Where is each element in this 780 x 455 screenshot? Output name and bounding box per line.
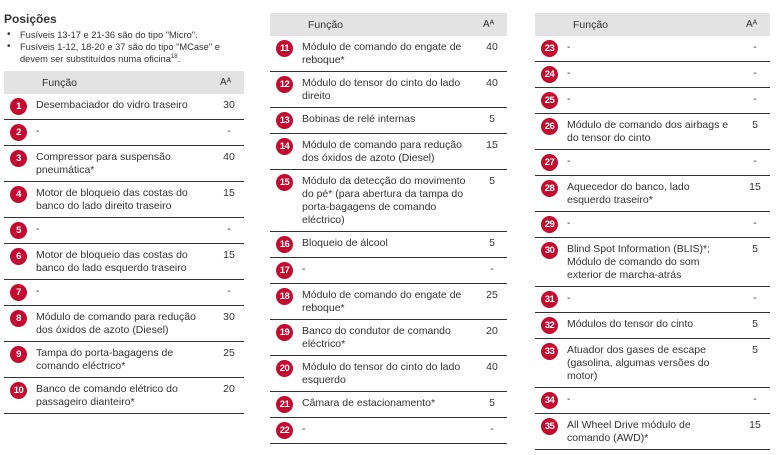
fuse-number-badge: 1 [10,98,27,115]
table-row [4,280,244,306]
fuse-number-badge: 9 [10,346,27,363]
fuse-number-badge: 34 [541,392,558,409]
fuse-number-badge: 35 [541,418,558,435]
fuse-table-3 [535,13,770,450]
header-number [535,13,565,36]
fuse-amperage: 30 [214,306,244,342]
fuse-number-badge: 23 [541,40,558,57]
fuse-number-badge: 3 [10,150,27,167]
fuse-function: - [565,212,740,238]
fuse-amperage: 5 [740,339,770,388]
fuse-amperage: 5 [477,108,507,134]
table-row [4,218,244,244]
fuse-function: - [565,388,740,414]
fuse-number-badge: 4 [10,186,27,203]
table-row [535,414,770,450]
fuse-function: Módulo da detecção do movimento do pé* (para abertura da tampa do porta-bagagens de comando eléctrico) [300,170,477,232]
header-amp: Aᴬ [477,13,507,36]
fuse-number-badge: 33 [541,343,558,360]
fuse-function: Módulo do tensor do cinto do lado esquerdo [300,356,477,392]
fuse-function: Tampa do porta-bagagens de comando eléctrico* [34,342,214,378]
header-amp: Aᴬ [214,71,244,94]
table-row [535,388,770,414]
fuse-amperage: 20 [477,320,507,356]
fuse-function: Câmara de estacionamento* [300,392,477,418]
fuse-amperage: 25 [477,284,507,320]
fuse-function: - [34,120,214,146]
table-row [270,392,507,418]
fuse-function: Módulo de comando para redução dos óxidos de azoto (Diesel) [34,306,214,342]
fuse-amperage: 40 [214,146,244,182]
header-function: Função [300,13,477,36]
fuse-function: Atuador dos gases de escape (gasolina, algumas versões do motor) [565,339,740,388]
fuse-amperage: - [740,287,770,313]
header-amp: Aᴬ [740,13,770,36]
fuse-function: - [565,36,740,62]
fuse-function: Motor de bloqueio das costas do banco do lado esquerdo traseiro [34,244,214,280]
fuse-number-badge: 10 [10,382,27,399]
fuse-function: Bloqueio de álcool [300,232,477,258]
fuse-number-badge: 2 [10,124,27,141]
fuse-number-badge: 20 [276,360,293,377]
fuse-table-1 [4,71,244,414]
fuse-function: - [34,218,214,244]
fuse-amperage: - [214,280,244,306]
table-row [270,258,507,284]
table-row [270,36,507,72]
fuse-amperage: - [740,88,770,114]
fuse-function: Módulo de comando do engate de reboque* [300,284,477,320]
fuse-number-badge: 8 [10,310,27,327]
fuse-number-badge: 6 [10,248,27,265]
fuse-amperage: 25 [214,342,244,378]
fuse-function: Banco de comando elétrico do passageiro dianteiro* [34,378,214,414]
table-row [270,170,507,232]
fuse-amperage: - [214,120,244,146]
fuse-amperage: 15 [214,182,244,218]
fuse-amperage: 5 [740,114,770,150]
fuse-amperage: 5 [477,232,507,258]
notes-list [4,29,244,65]
table-row [270,108,507,134]
table-row [535,150,770,176]
fuse-number-badge: 30 [541,242,558,259]
fuse-amperage: 15 [740,176,770,212]
fuse-function: Desembaciador do vidro traseiro [34,94,214,120]
fuse-number-badge: 25 [541,92,558,109]
fuse-amperage: 20 [214,378,244,414]
table-row [535,62,770,88]
table-row [535,212,770,238]
fuse-number-badge: 5 [10,222,27,239]
table-row [270,284,507,320]
table-row [535,339,770,388]
table-row [535,313,770,339]
table-row [4,244,244,280]
table-row [535,176,770,212]
table-row [270,134,507,170]
fuse-amperage: 15 [214,244,244,280]
fuse-number-badge: 27 [541,154,558,171]
table-row [270,320,507,356]
fuse-number-badge: 12 [276,76,293,93]
fuse-amperage: - [740,36,770,62]
table-row [4,378,244,414]
fuse-amperage: - [740,150,770,176]
fuse-amperage: 5 [740,238,770,287]
fuse-amperage: 30 [214,94,244,120]
fuse-amperage: 15 [477,134,507,170]
fuse-amperage: 40 [477,36,507,72]
table-row [4,306,244,342]
fuse-number-badge: 26 [541,118,558,135]
fuse-function: - [34,280,214,306]
fuse-number-badge: 28 [541,180,558,197]
note-item: • Fusíveis 13-17 e 21-36 são do tipo "Micro". [4,29,244,41]
fuse-number-badge: 29 [541,216,558,233]
table-row [4,342,244,378]
fuse-function: - [300,418,477,444]
fuse-number-badge: 31 [541,291,558,308]
table-row [4,182,244,218]
fuse-number-badge: 17 [276,262,293,279]
header-number [270,13,300,36]
fuse-function: - [565,62,740,88]
table-row [4,146,244,182]
fuse-function: - [565,150,740,176]
fuse-amperage: 15 [740,414,770,450]
fuse-number-badge: 14 [276,138,293,155]
fuse-function: Compressor para suspensão pneumática* [34,146,214,182]
fuse-function: Módulo do tensor do cinto do lado direito [300,72,477,108]
table-row [270,356,507,392]
fuse-amperage: 5 [740,313,770,339]
fuse-number-badge: 7 [10,284,27,301]
fuse-number-badge: 19 [276,324,293,341]
fuse-number-badge: 18 [276,288,293,305]
table-row [270,418,507,444]
fuse-amperage: - [477,258,507,284]
right-column [535,13,770,450]
fuse-function: Módulo de comando dos airbags e do tensor do cinto [565,114,740,150]
fuse-amperage: 5 [477,170,507,232]
left-column [4,0,244,414]
fuse-number-badge: 15 [276,174,293,191]
fuse-function: All Wheel Drive módulo de comando (AWD)* [565,414,740,450]
fuse-function: - [565,287,740,313]
header-function: Função [565,13,740,36]
header-number [4,71,34,94]
footnote-marker: 18 [170,53,178,60]
fuse-function: Módulo de comando para redução dos óxidos de azoto (Diesel) [300,134,477,170]
fuse-number-badge: 24 [541,66,558,83]
table-row [270,232,507,258]
fuse-function: Bobinas de relé internas [300,108,477,134]
fuse-function: Banco do condutor de comando eléctrico* [300,320,477,356]
table-header-row [535,13,770,36]
fuse-number-badge: 21 [276,396,293,413]
table-row [535,238,770,287]
middle-column [270,13,507,444]
table-header-row [270,13,507,36]
header-function: Função [34,71,214,94]
table-row [535,114,770,150]
fuse-function: Módulos do tensor do cinto [565,313,740,339]
table-row [535,287,770,313]
table-row [4,120,244,146]
table-row [270,72,507,108]
fuse-table-2 [270,13,507,444]
fuse-number-badge: 32 [541,317,558,334]
page-title: Posições [4,12,57,26]
fuse-amperage: 40 [477,72,507,108]
fuse-amperage: 40 [477,356,507,392]
fuse-amperage: - [477,418,507,444]
fuse-function: - [300,258,477,284]
fuse-number-badge: 22 [276,422,293,439]
fuse-amperage: 5 [477,392,507,418]
fuse-amperage: - [740,212,770,238]
table-row [4,94,244,120]
table-header-row [4,71,244,94]
fuse-number-badge: 13 [276,112,293,129]
table-row [535,88,770,114]
fuse-function: Blind Spot Information (BLIS)*; Módulo de comando do som exterior de marcha-atrás [565,238,740,287]
fuse-number-badge: 11 [276,40,293,57]
fuse-function: Motor de bloqueio das costas do banco do lado direito traseiro [34,182,214,218]
fuse-amperage: - [740,388,770,414]
fuse-function: Aquecedor do banco, lado esquerdo traseiro* [565,176,740,212]
fuse-number-badge: 16 [276,236,293,253]
fuse-amperage: - [214,218,244,244]
table-row [535,36,770,62]
fuse-amperage: - [740,62,770,88]
fuse-function: - [565,88,740,114]
fuse-function: Módulo de comando do engate de reboque* [300,36,477,72]
note-item: • Fusíveis 1-12, 18-20 e 37 são do tipo "MCase" e devem ser substituídos numa oficina$^{18}$. [4,41,244,65]
